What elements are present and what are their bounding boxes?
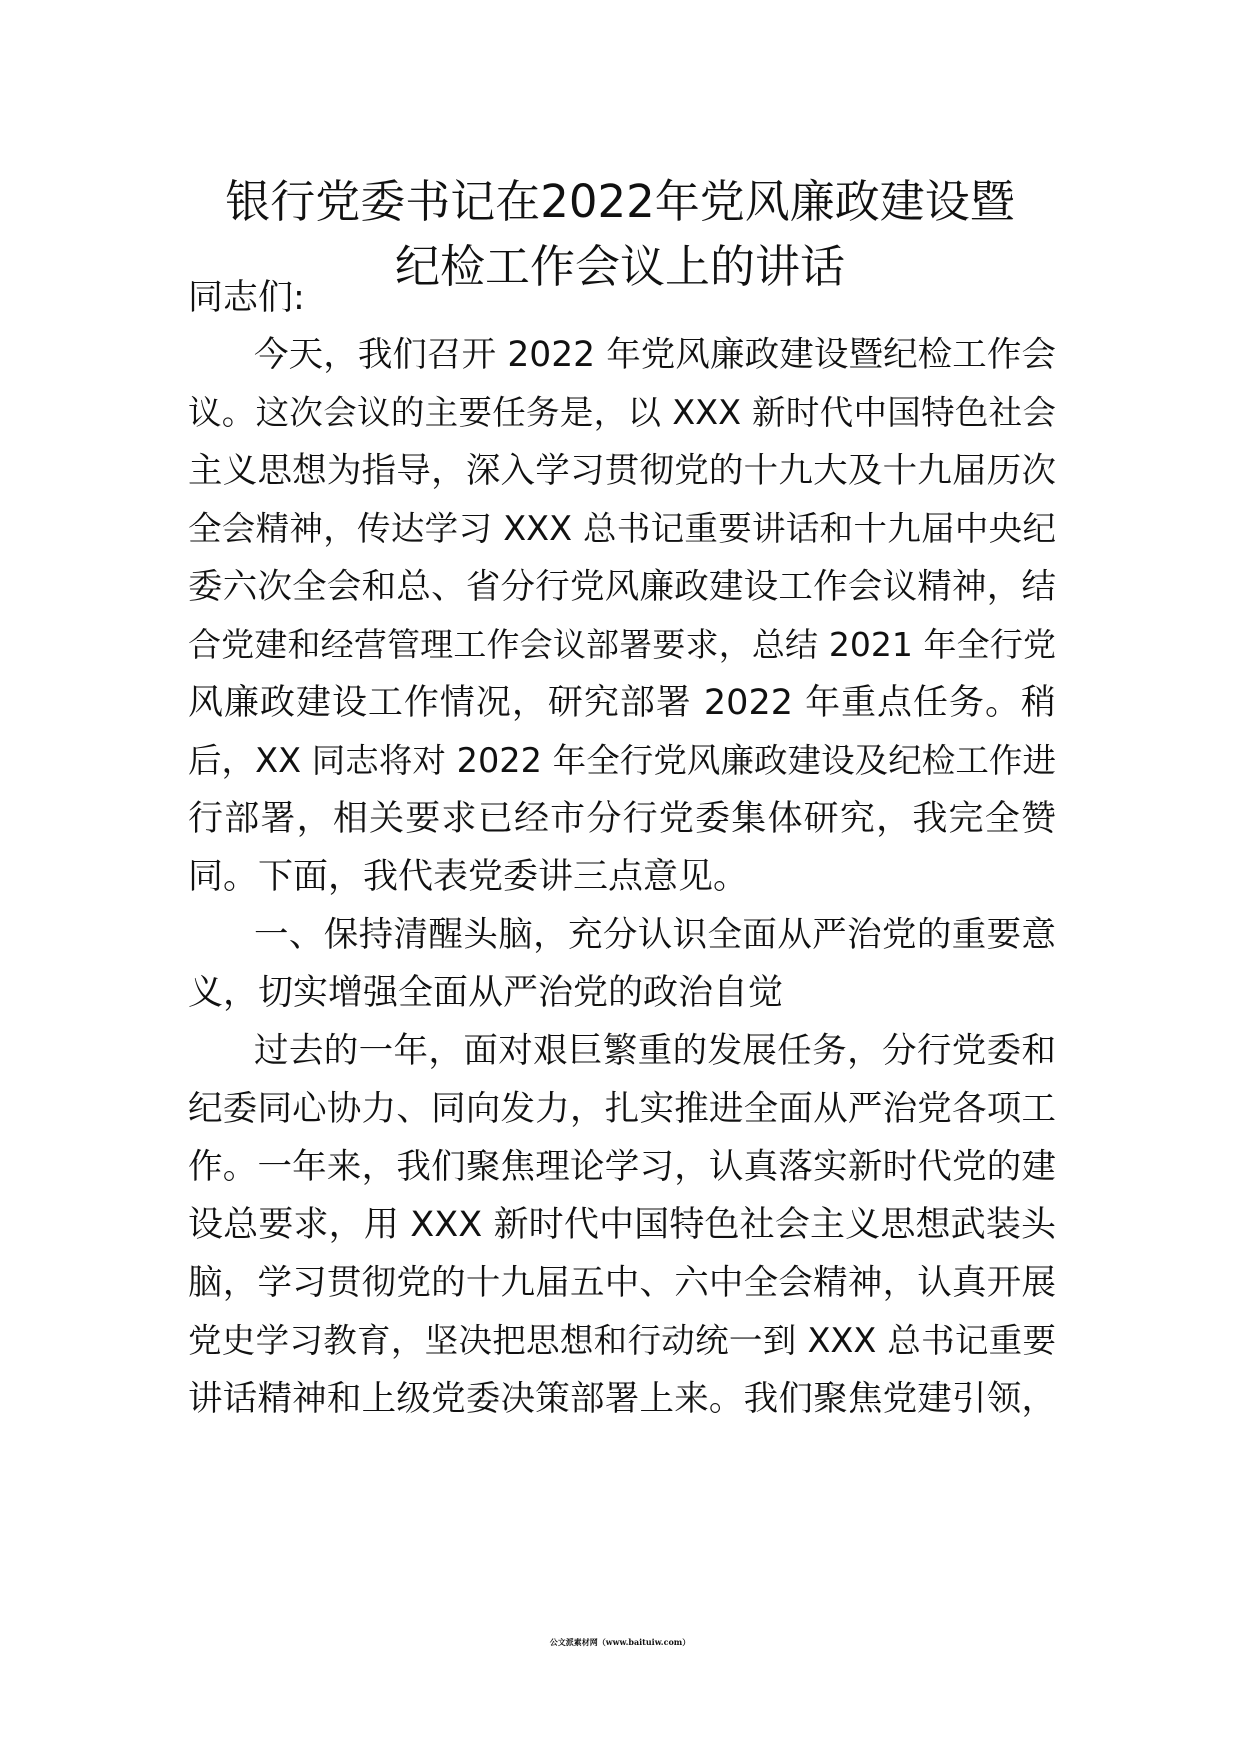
body-line: 合党建和经营管理工作会议部署要求，总结 2021 年全行党 — [188, 625, 1056, 664]
body-line: 主义思想为指导，深入学习贯彻党的十九大及十九届历次 — [188, 451, 1056, 491]
body-line: 议。这次会议的主要任务是，以 XXX 新时代中国特色社会 — [188, 393, 1056, 432]
body-line: 后，XX 同志将对 2022 年全行党风廉政建设及纪检工作进 — [188, 741, 1056, 780]
document-title-line-2: 纪检工作会议上的讲话 — [394, 240, 845, 293]
body-line: 委六次全会和总、省分行党风廉政建设工作会议精神，结 — [188, 567, 1056, 607]
body-line: 脑，学习贯彻党的十九届五中、六中全会精神，认真开展 — [188, 1263, 1056, 1303]
body-line: 今天，我们召开 2022 年党风廉政建设暨纪检工作会 — [254, 335, 1056, 375]
body-line: 风廉政建设工作情况，研究部署 2022 年重点任务。稍 — [188, 683, 1056, 723]
body-line: 党史学习教育，坚决把思想和行动统一到 XXX 总书记重要 — [188, 1321, 1056, 1360]
body-line: 设总要求，用 XXX 新时代中国特色社会主义思想武装头 — [188, 1205, 1056, 1245]
body-line: 作。一年来，我们聚焦理论学习，认真落实新时代党的建 — [188, 1147, 1056, 1187]
section-heading-line: 一、保持清醒头脑，充分认识全面从严治党的重要意 — [254, 915, 1056, 955]
body-line: 同。下面，我代表党委讲三点意见。 — [188, 857, 749, 897]
document-title-line-1: 银行党委书记在2022年党风廉政建设暨 — [225, 175, 1015, 228]
source-footer: 公文派素材网（www.baituiw.com） — [549, 1637, 691, 1647]
body-line: 讲话精神和上级党委决策部署上来。我们聚焦党建引领， — [188, 1379, 1056, 1419]
body-line: 行部署，相关要求已经市分行党委集体研究，我完全赞 — [188, 799, 1056, 839]
body-line: 过去的一年，面对艰巨繁重的发展任务，分行党委和 — [254, 1031, 1056, 1071]
salutation: 同志们: — [188, 278, 305, 318]
section-heading-line: 义，切实增强全面从严治党的政治自觉 — [188, 973, 784, 1013]
body-line: 全会精神，传达学习 XXX 总书记重要讲话和十九届中央纪 — [188, 509, 1056, 548]
body-line: 纪委同心协力、同向发力，扎实推进全面从严治党各项工 — [188, 1089, 1056, 1129]
